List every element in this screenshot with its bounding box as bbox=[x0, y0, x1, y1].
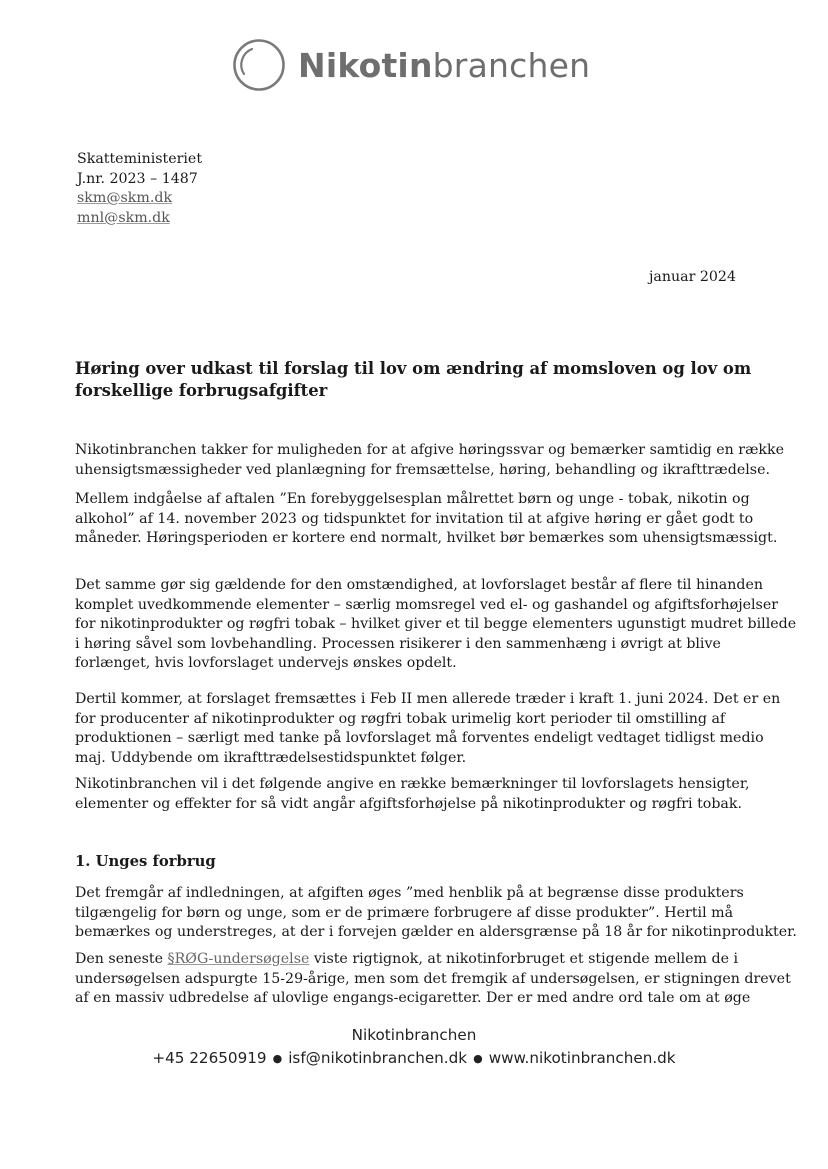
logo-ring-icon bbox=[232, 38, 286, 92]
paragraph-hearing-period: Mellem indgåelse af aftalen ”En forebyggelsesplan målrettet børn og unge - tobak, nikotin og alkohol” af 14. november 2023 og tidspunktet for invitation til at afgive høring er gået godt to måneder. Høringsperioden er kortere end normalt, hvilket bør bemærkes som uhensigtsmæssigt. bbox=[75, 491, 778, 546]
paragraph-mixed-elements: Det samme gør sig gældende for den omstændighed, at lovforslaget består af flere til hinanden komplet uvedkommende elementer – særlig momsregel ved el- og gashandel og afgiftsforhøjelser for nikotinprodukter og røgfri tobak – hvilket giver et til begge elementers ugunstigt mudret billede i høring såvel som lovbehandling. Processen risikerer i den sammenhæng i øvrigt at blive forlænget, hvis lovforslaget undervejs ønskes opdelt. bbox=[75, 577, 797, 671]
survey-link[interactable]: §RØG-undersøgelse bbox=[167, 951, 310, 967]
footer-website[interactable]: www.nikotinbranchen.dk bbox=[488, 1049, 676, 1067]
paragraph-effective-date: Dertil kommer, at forslaget fremsættes i Feb II men allerede træder i kraft 1. juni 2024. Det er en for producenter af nikotinprodukter og røgfri tobak urimelig kort perioder til omstilling af produktionen – særligt med tanke på lovforslaget må forventes endeligt vedtaget tidligst medio maj. Uddybende om ikrafttrædelsestidspunktet følger. bbox=[75, 691, 781, 766]
paragraph-overview: Nikotinbranchen vil i det følgende angive en række bemærkninger til lovforslagets hensigter, elementer og effekter for så vidt angår afgiftsforhøjelse på nikotinprodukter og røgfri tobak. bbox=[75, 776, 750, 812]
paragraph-intro: Nikotinbranchen takker for muligheden for at afgive høringssvar og bemærker samtidig en række uhensigtsmæssigheder ved planlægning for fremsættelse, høring, behandling og ikrafttrædelse. bbox=[75, 442, 784, 478]
footer-phone: +45 22650919 bbox=[152, 1049, 267, 1067]
paragraph-survey: Den seneste §RØG-undersøgelse viste rigtignok, at nikotinforbruget et stigende mellem de i undersøgelsen adspurgte 15-29-årige, men som det fremgik af undersøgelsen, er stigningen drevet af en massiv udbredelse af ulovlige engangs-ecigaretter. Der er med andre ord tale om at øge bbox=[75, 951, 791, 1006]
section-heading-youth-consumption: 1. Unges forbrug bbox=[75, 853, 216, 870]
logo bbox=[232, 38, 590, 92]
letter-date: januar 2024 bbox=[649, 269, 736, 285]
page-footer bbox=[0, 1024, 828, 1071]
logo-wordmark: Nikotinbranchen bbox=[298, 45, 591, 85]
paragraph-age-limit: Det fremgår af indledningen, at afgiften øges ”med henblik på at begrænse disse produkters tilgængelig for børn og unge, som er de primære forbrugere af disse produkter”. Hertil må bemærkes og understreges, at der i forvejen gælder en aldersgrænse på 18 år for nikotinprodukter. bbox=[75, 885, 797, 940]
bullet-dot-icon: ● bbox=[473, 1052, 483, 1065]
footer-email[interactable]: isf@nikotinbranchen.dk bbox=[288, 1049, 468, 1067]
recipient-name: Skatteministeriet bbox=[77, 151, 203, 167]
footer-contacts bbox=[0, 1046, 828, 1071]
document-title: Høring over udkast til forslag til lov om ændring af momsloven og lov om forskellige forbrugsafgifter bbox=[75, 359, 752, 400]
journal-number: J.nr. 2023 – 1487 bbox=[77, 170, 198, 187]
footer-org-name: Nikotinbranchen bbox=[351, 1026, 477, 1044]
recipient-email-link-2[interactable]: mnl@skm.dk bbox=[77, 209, 170, 226]
recipient-block bbox=[77, 150, 202, 228]
bullet-dot-icon: ● bbox=[272, 1052, 283, 1065]
recipient-email-link-1[interactable]: skm@skm.dk bbox=[77, 190, 173, 206]
